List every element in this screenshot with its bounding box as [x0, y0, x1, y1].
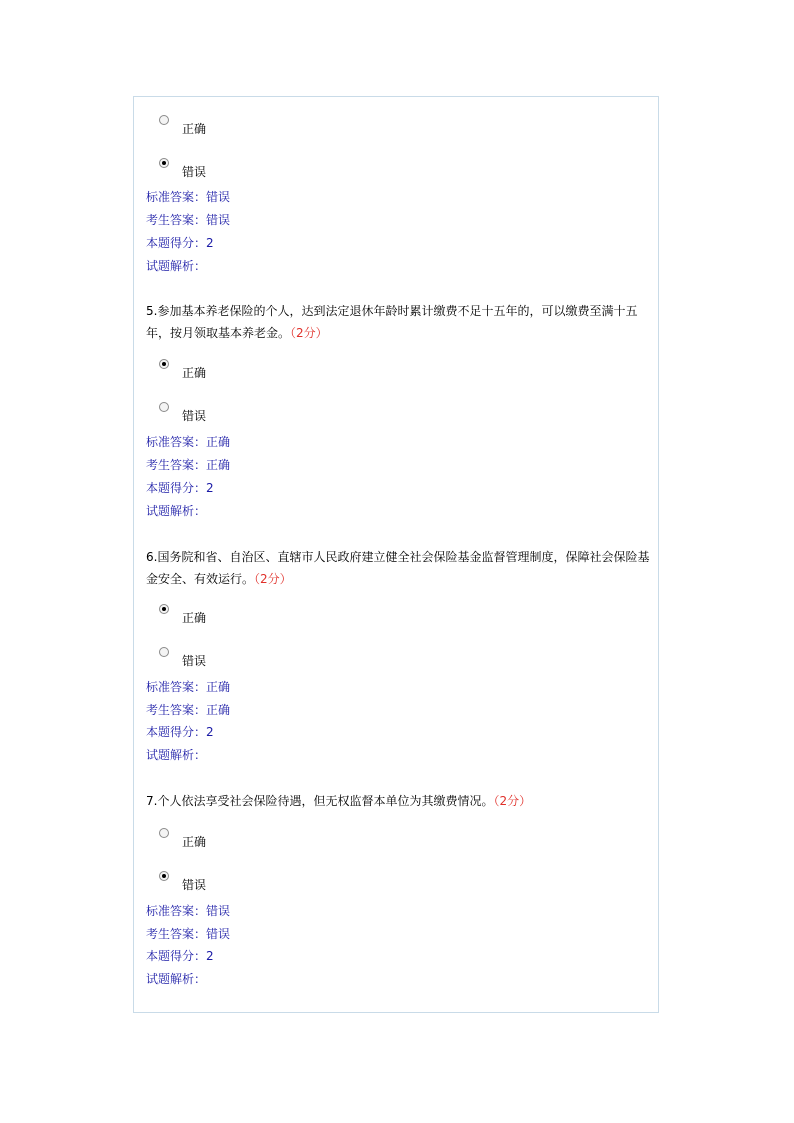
- question-analysis: 试题解析：: [146, 504, 207, 518]
- question-text: 5.参加基本养老保险的个人，达到法定退休年龄时累计缴费不足十五年的，可以缴费至满十五年，按月领取基本养老金。（2分）: [146, 304, 638, 340]
- option-label: 错误: [182, 409, 207, 423]
- question-number: 7.: [146, 794, 158, 808]
- radio-button-icon[interactable]: [159, 828, 169, 838]
- question-text: 7.个人依法享受社会保险待遇，但无权监督本单位为其缴费情况。（2分）: [146, 794, 532, 808]
- examinee-answer: 考生答案：错误: [146, 927, 231, 941]
- radio-button-icon[interactable]: [159, 647, 169, 657]
- question-number: 5.: [146, 304, 158, 318]
- question-score: 本题得分：2: [146, 949, 214, 963]
- examinee-answer: 考生答案：错误: [146, 213, 231, 227]
- question-score: 本题得分：2: [146, 481, 214, 495]
- examinee-answer: 考生答案：正确: [146, 458, 231, 472]
- standard-answer: 标准答案：错误: [146, 190, 231, 204]
- examinee-answer: 考生答案：正确: [146, 703, 231, 717]
- question-analysis: 试题解析：: [146, 972, 207, 986]
- radio-button-icon[interactable]: [159, 402, 169, 412]
- question-text: 6.国务院和省、自治区、直辖市人民政府建立健全社会保险基金监督管理制度，保障社会保险基金安全、有效运行。（2分）: [146, 550, 650, 586]
- standard-answer: 标准答案：正确: [146, 435, 231, 449]
- question-analysis: 试题解析：: [146, 259, 207, 273]
- standard-answer: 标准答案：正确: [146, 680, 231, 694]
- radio-button-checked-icon[interactable]: [159, 604, 169, 614]
- question-points: （2分）: [290, 326, 328, 340]
- question-points: （2分）: [254, 572, 292, 586]
- radio-button-icon[interactable]: [159, 115, 169, 125]
- radio-button-checked-icon[interactable]: [159, 871, 169, 881]
- radio-button-checked-icon[interactable]: [159, 359, 169, 369]
- question-analysis: 试题解析：: [146, 748, 207, 762]
- option-label: 错误: [182, 654, 207, 668]
- option-label: 正确: [182, 835, 207, 849]
- option-label: 错误: [182, 165, 207, 179]
- option-label: 错误: [182, 878, 207, 892]
- option-label: 正确: [182, 366, 207, 380]
- exam-result-panel: [133, 96, 659, 1013]
- option-label: 正确: [182, 122, 207, 136]
- question-score: 本题得分：2: [146, 725, 214, 739]
- radio-button-checked-icon[interactable]: [159, 158, 169, 168]
- question-score: 本题得分：2: [146, 236, 214, 250]
- question-number: 6.: [146, 550, 158, 564]
- standard-answer: 标准答案：错误: [146, 904, 231, 918]
- option-label: 正确: [182, 611, 207, 625]
- question-points: （2分）: [493, 794, 532, 808]
